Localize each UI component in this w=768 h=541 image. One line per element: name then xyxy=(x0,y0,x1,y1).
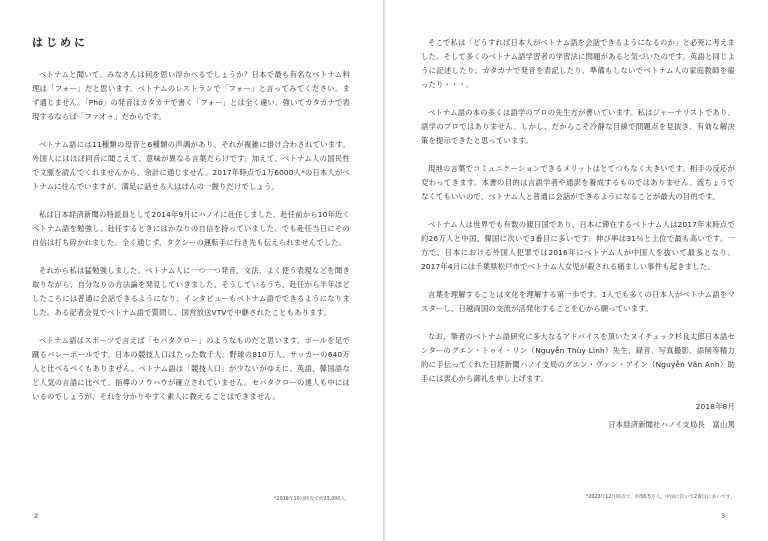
paragraph: ベトナム語には11種類の母音と6種類の声調があり、それが複雑に掛け合わされています。外国人にはほぼ同音に聞こえて、意味が異なる言葉だらけです。加えて、ベトナム人の国民性で文脈を読んでくれませんから、余計に通じません。2017年時点で1万6000人*の日本人がベトナムに住んでいますが、満足に話せる人はほんの一握りだけでしょう。 xyxy=(32,140,350,191)
paragraph: なお、筆者のベトナム語研究に多大なるアドバイスを頂いたヌイチュック杉良太郎日本語センターのグエン・トゥイ・リン（Nguyễn Thùy Linh）先生、録音、写真撮影、添削等精力的に手伝ってくれた日経新聞ハノイ支局のグエン・ヴァン・アイン（Nguyễn Văn Anh）助手には衷心から御礼を申し上げます。 xyxy=(421,332,735,383)
signoff-author: 日本経済新聞社ハノイ支局長 富山篤 xyxy=(608,420,735,429)
right-page-content xyxy=(421,36,735,432)
page-number: 3 xyxy=(721,512,726,520)
right-page xyxy=(385,0,768,541)
paragraph: 現地の言葉でコミュニケーションできるメリットはとてつもなく大きいです。相手の反応が変わってきます。本書の目的は言語学者や通訳を養成するものではありません。流ちょうでなくてもいいので、ベトナム人と普通に会話ができるようになることが最大の目的です。 xyxy=(421,164,735,201)
paragraph: それから私は猛勉強しました。ベトナム人に一つ一つ発音、文法、よく使う表現などを聞き取りながら、自分なりの方法論を発見していきました。そうしているうち、赴任から半年ほどしたころには普通に会話できるようになり、インタビューもベトナム語でできるようになりました。ある記者会見でベトナム語で質問し、国営放送VTVで中継されたこともあります。 xyxy=(32,266,350,317)
page-number: 2 xyxy=(34,512,39,520)
footnote: *2019年10月時点で約23,000人。 xyxy=(274,497,350,502)
left-page xyxy=(0,0,383,541)
left-page-content xyxy=(32,36,350,418)
paragraph: 私は日本経済新聞の特派員として2014年9月にハノイに赴任しました。赴任前から10年近くベトナム語を勉強し、赴任するときにはかなりの自信を持っていました。でも赴任当日にその自信は打ち砕かれました。全く通じず、タクシーの運転手に行き先も伝えられませんでした。 xyxy=(32,210,350,247)
paragraph: ベトナム人は世界でも有数の親日国であり、日本に滞在するベトナム人は2017年末時点で約26万人と中国、韓国に次いで3番目に多いです。伸び率は31％と上位で最も高いです。一方で、日本における外国人犯罪では2016年にベトナム人が中国人を抜いて最多となり、2017年4月には千葉県松戸市でベトナム人女児が殺される痛ましい事件も起きました。 xyxy=(421,220,735,271)
signoff-date: 2018年8月 xyxy=(695,402,735,411)
paragraph: ベトナムと聞いて、みなさんは何を思い浮かべるでしょうか？日本で最も有名なベトナム料理は「フォー」だと思います。ベトナムのレストランで「フォー」と言ってみてください。まず通じません。「Phở」の発音はカタカナで書く「フォー」とは全く違い、強いてカタカナで表現するならば「ファオゥ」だからです。 xyxy=(32,70,350,121)
footnote: *2023年12月時点で、約56.5万人。中国に次いで2番目に多いです。 xyxy=(585,495,735,500)
paragraph: ベトナム語の本の多くは語学のプロの先生方が書いています。私はジャーナリストであり、語学のプロではありません。しかし、だからこそ冷静な目線で問題点を見抜き、有効な解決策を提示できたと思っています。 xyxy=(421,108,735,145)
page-heading: はじめに xyxy=(32,36,88,49)
paragraph: 言葉を理解することは文化を理解する第一歩です。1人でも多くの日本人がベトナム語をマスターし、日越両国の交流が活発化することを心から願っています。 xyxy=(421,290,735,313)
paragraph: ベトナム語はスポーツで言えば「セパタクロー」のようなものだと思います。ボールを足で蹴るバレーボールです。日本の競技人口はたった数千人。野球の810万人、サッカーの640万人と比べるべくもありません。ベトナム語は「競技人口」が少ないがゆえに、英語、韓国語など人気の言語に比べて、指導のノウハウが確立されていません。セパタクローの達人も中にはいるのでしょうが、それを分かりやすく素人に教えることはできません。 xyxy=(32,336,350,401)
paragraph: そこで私は「どうすれば日本人がベトナム語を会話できるようになるのか」と必死に考えました。そして多くのベトナム語学習者の学習法に問題があると気づいたのです。英語と同じように記述したり、カタカナで発音を表記したり、準備もしないでベトナム人の家庭教師を雇ったり・・・。 xyxy=(421,38,736,89)
